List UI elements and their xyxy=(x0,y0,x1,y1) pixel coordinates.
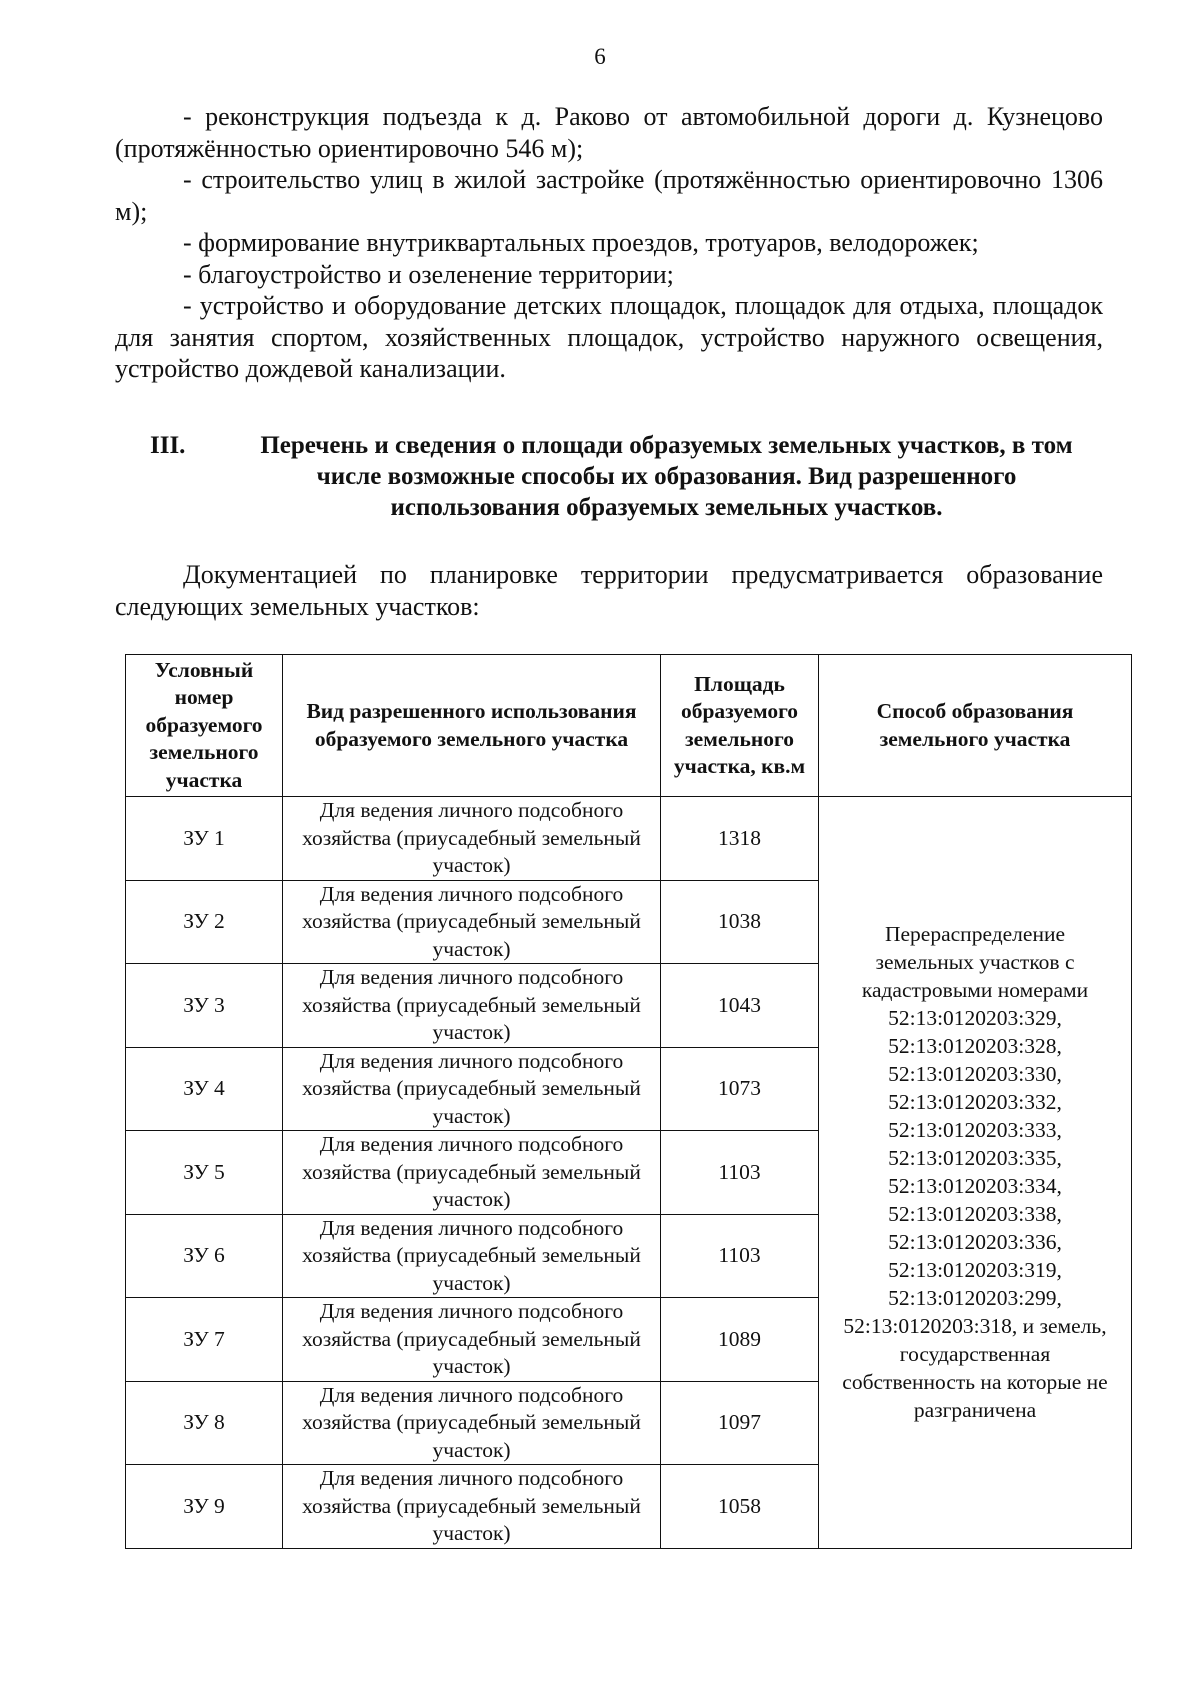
method-line: 52:13:0120203:299, xyxy=(888,1286,1062,1311)
plot-use-cell: Для ведения личного подсобного хозяйства (приусадебный земельный участок) xyxy=(283,797,661,881)
plot-id-cell: ЗУ 4 xyxy=(126,1047,283,1131)
plot-use-cell: Для ведения личного подсобного хозяйства (приусадебный земельный участок) xyxy=(283,1465,661,1549)
plot-id-cell: ЗУ 5 xyxy=(126,1131,283,1215)
method-line: 52:13:0120203:328, xyxy=(888,1034,1062,1059)
plot-use-cell: Для ведения личного подсобного хозяйства (приусадебный земельный участок) xyxy=(283,964,661,1048)
land-plots-table xyxy=(125,654,1132,1549)
documentation-text-block xyxy=(115,559,1103,622)
plot-use-cell: Для ведения личного подсобного хозяйства (приусадебный земельный участок) xyxy=(283,1298,661,1382)
method-line: государственная xyxy=(899,1342,1051,1367)
method-line: 52:13:0120203:330, xyxy=(888,1062,1062,1087)
plot-area-cell: 1038 xyxy=(661,880,819,964)
plot-id-cell: ЗУ 7 xyxy=(126,1298,283,1382)
header-plot-number: Условный номер образуемого земельного участка xyxy=(126,655,283,797)
plot-use-cell: Для ведения личного подсобного хозяйства (приусадебный земельный участок) xyxy=(283,1131,661,1215)
plot-area-cell: 1058 xyxy=(661,1465,819,1549)
plot-id-cell: ЗУ 6 xyxy=(126,1214,283,1298)
documentation-paragraph: Документацией по планировке территории предусматривается образование следующих земельных участков: xyxy=(115,560,1103,621)
intro-paragraph: - устройство и оборудование детских площадок, площадок для отдыха, площадок для занятия спортом, хозяйственных площадок, устройство наружного освещения, устройство дождевой канализации. xyxy=(115,291,1103,383)
method-line: 52:13:0120203:335, xyxy=(888,1146,1062,1171)
plot-use-cell: Для ведения личного подсобного хозяйства (приусадебный земельный участок) xyxy=(283,1047,661,1131)
intro-paragraph: - благоустройство и озеленение территории; xyxy=(183,259,674,289)
plot-area-cell: 1089 xyxy=(661,1298,819,1382)
plot-id-cell: ЗУ 2 xyxy=(126,880,283,964)
plot-id-cell: ЗУ 9 xyxy=(126,1465,283,1549)
method-line: Перераспределение xyxy=(884,922,1066,947)
method-line: 52:13:0120203:319, xyxy=(888,1258,1062,1283)
section-number: III. xyxy=(150,432,186,459)
plot-id-cell: ЗУ 1 xyxy=(126,797,283,881)
plot-area-cell: 1103 xyxy=(661,1214,819,1298)
plot-area-cell: 1097 xyxy=(661,1381,819,1465)
plot-area-cell: 1043 xyxy=(661,964,819,1048)
header-formation-method: Способ образования земельного участка xyxy=(819,655,1132,797)
plot-area-cell: 1318 xyxy=(661,797,819,881)
table-row xyxy=(126,797,1132,881)
header-area: Площадь образуемого земельного участка, кв.м xyxy=(661,655,819,797)
method-line: 52:13:0120203:318, и земель, xyxy=(843,1314,1107,1339)
intro-list xyxy=(115,101,1103,385)
intro-paragraph: - формирование внутриквартальных проездов, тротуаров, велодорожек; xyxy=(183,228,979,257)
method-line: 52:13:0120203:338, xyxy=(888,1202,1062,1227)
method-line: 52:13:0120203:336, xyxy=(888,1230,1062,1255)
method-line: земельных участков с xyxy=(875,950,1075,975)
method-line: 52:13:0120203:332, xyxy=(888,1090,1062,1115)
method-line: 52:13:0120203:333, xyxy=(888,1118,1062,1143)
table-header-row xyxy=(126,655,1132,797)
page-number: 6 xyxy=(594,44,606,69)
section-heading xyxy=(150,430,1100,523)
plot-id-cell: ЗУ 8 xyxy=(126,1381,283,1465)
plot-use-cell: Для ведения личного подсобного хозяйства (приусадебный земельный участок) xyxy=(283,1381,661,1465)
method-line: разграничена xyxy=(913,1398,1037,1423)
intro-paragraph: - реконструкция подъезда к д. Раково от автомобильной дороги д. Кузнецово (протяжённостью ориентировочно 546 м); xyxy=(115,102,1103,163)
intro-paragraph: - строительство улиц в жилой застройке (протяжённостью ориентировочно 1306 м); xyxy=(115,165,1103,226)
method-line: кадастровыми номерами xyxy=(861,978,1089,1003)
plot-area-cell: 1073 xyxy=(661,1047,819,1131)
plot-use-cell: Для ведения личного подсобного хозяйства (приусадебный земельный участок) xyxy=(283,1214,661,1298)
method-line: 52:13:0120203:334, xyxy=(888,1174,1062,1199)
section-title: Перечень и сведения о площади образуемых земельных участков, в том числе возможные способы их образования. Вид разрешенного использования образуемых земельных участков. xyxy=(260,432,1073,521)
header-permitted-use: Вид разрешенного использования образуемого земельного участка xyxy=(283,655,661,797)
plot-id-cell: ЗУ 3 xyxy=(126,964,283,1048)
plot-area-cell: 1103 xyxy=(661,1131,819,1215)
plot-use-cell: Для ведения личного подсобного хозяйства (приусадебный земельный участок) xyxy=(283,880,661,964)
formation-method-cell xyxy=(819,797,1132,1549)
method-line: собственность на которые не xyxy=(842,1370,1108,1395)
method-line: 52:13:0120203:329, xyxy=(888,1006,1062,1031)
